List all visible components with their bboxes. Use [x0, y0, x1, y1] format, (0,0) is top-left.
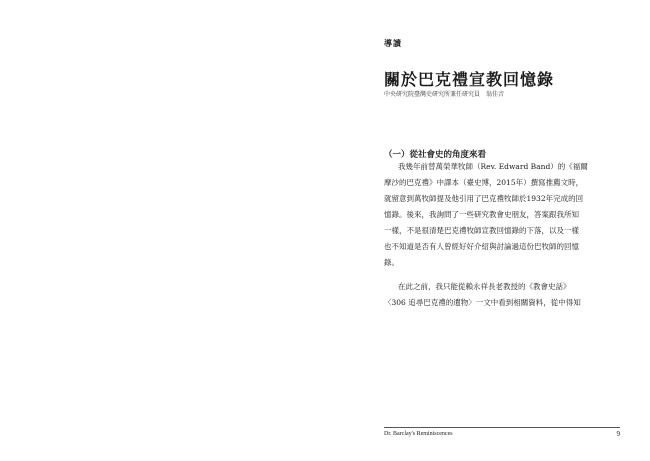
page-number: 9 — [616, 430, 620, 438]
running-footer-title: Dr. Barclay's Reminiscences — [384, 431, 453, 437]
sub-heading: （一）從社會史的角度來看 — [384, 150, 487, 160]
paragraph-line: 我幾年前替萬榮華牧師（Rev. Edward Band）的《福爾 — [398, 162, 588, 171]
chapter-title: 關於巴克禮宣教回憶錄 — [384, 70, 555, 89]
paragraph-line: 一樣，不是很清楚巴克禮牧師宣教回憶錄的下落，以及一樣 — [384, 226, 579, 235]
paragraph-line: 也不知道是否有人曾經好好介紹與討論過這份巴牧師的回憶 — [384, 242, 579, 251]
footer-divider — [384, 427, 620, 428]
paragraph-line: 錄。 — [384, 258, 399, 267]
section-tag: 導讀 — [384, 38, 402, 48]
author-line: 中央研究院臺灣史研究所兼任研究員 翁佳音 — [384, 91, 505, 98]
paragraph-line: 摩沙的巴克禮》中譯本（臺史博，2015年）撰寫推薦文時， — [384, 178, 584, 187]
paragraph-line: 就留意到萬牧師提及他引用了巴克禮牧師於1932年完成的回 — [384, 194, 584, 203]
paragraph-line: 在此之前，我只能從賴永祥長老教授的《教會史話》 — [398, 282, 571, 291]
paragraph-line: 〈306 追尋巴克禮的遺物〉一文中看到相關資料，從中得知 — [384, 298, 581, 307]
paragraph-line: 憶錄。後來，我詢問了一些研究教會史朋友，答案跟我所知 — [384, 210, 579, 219]
